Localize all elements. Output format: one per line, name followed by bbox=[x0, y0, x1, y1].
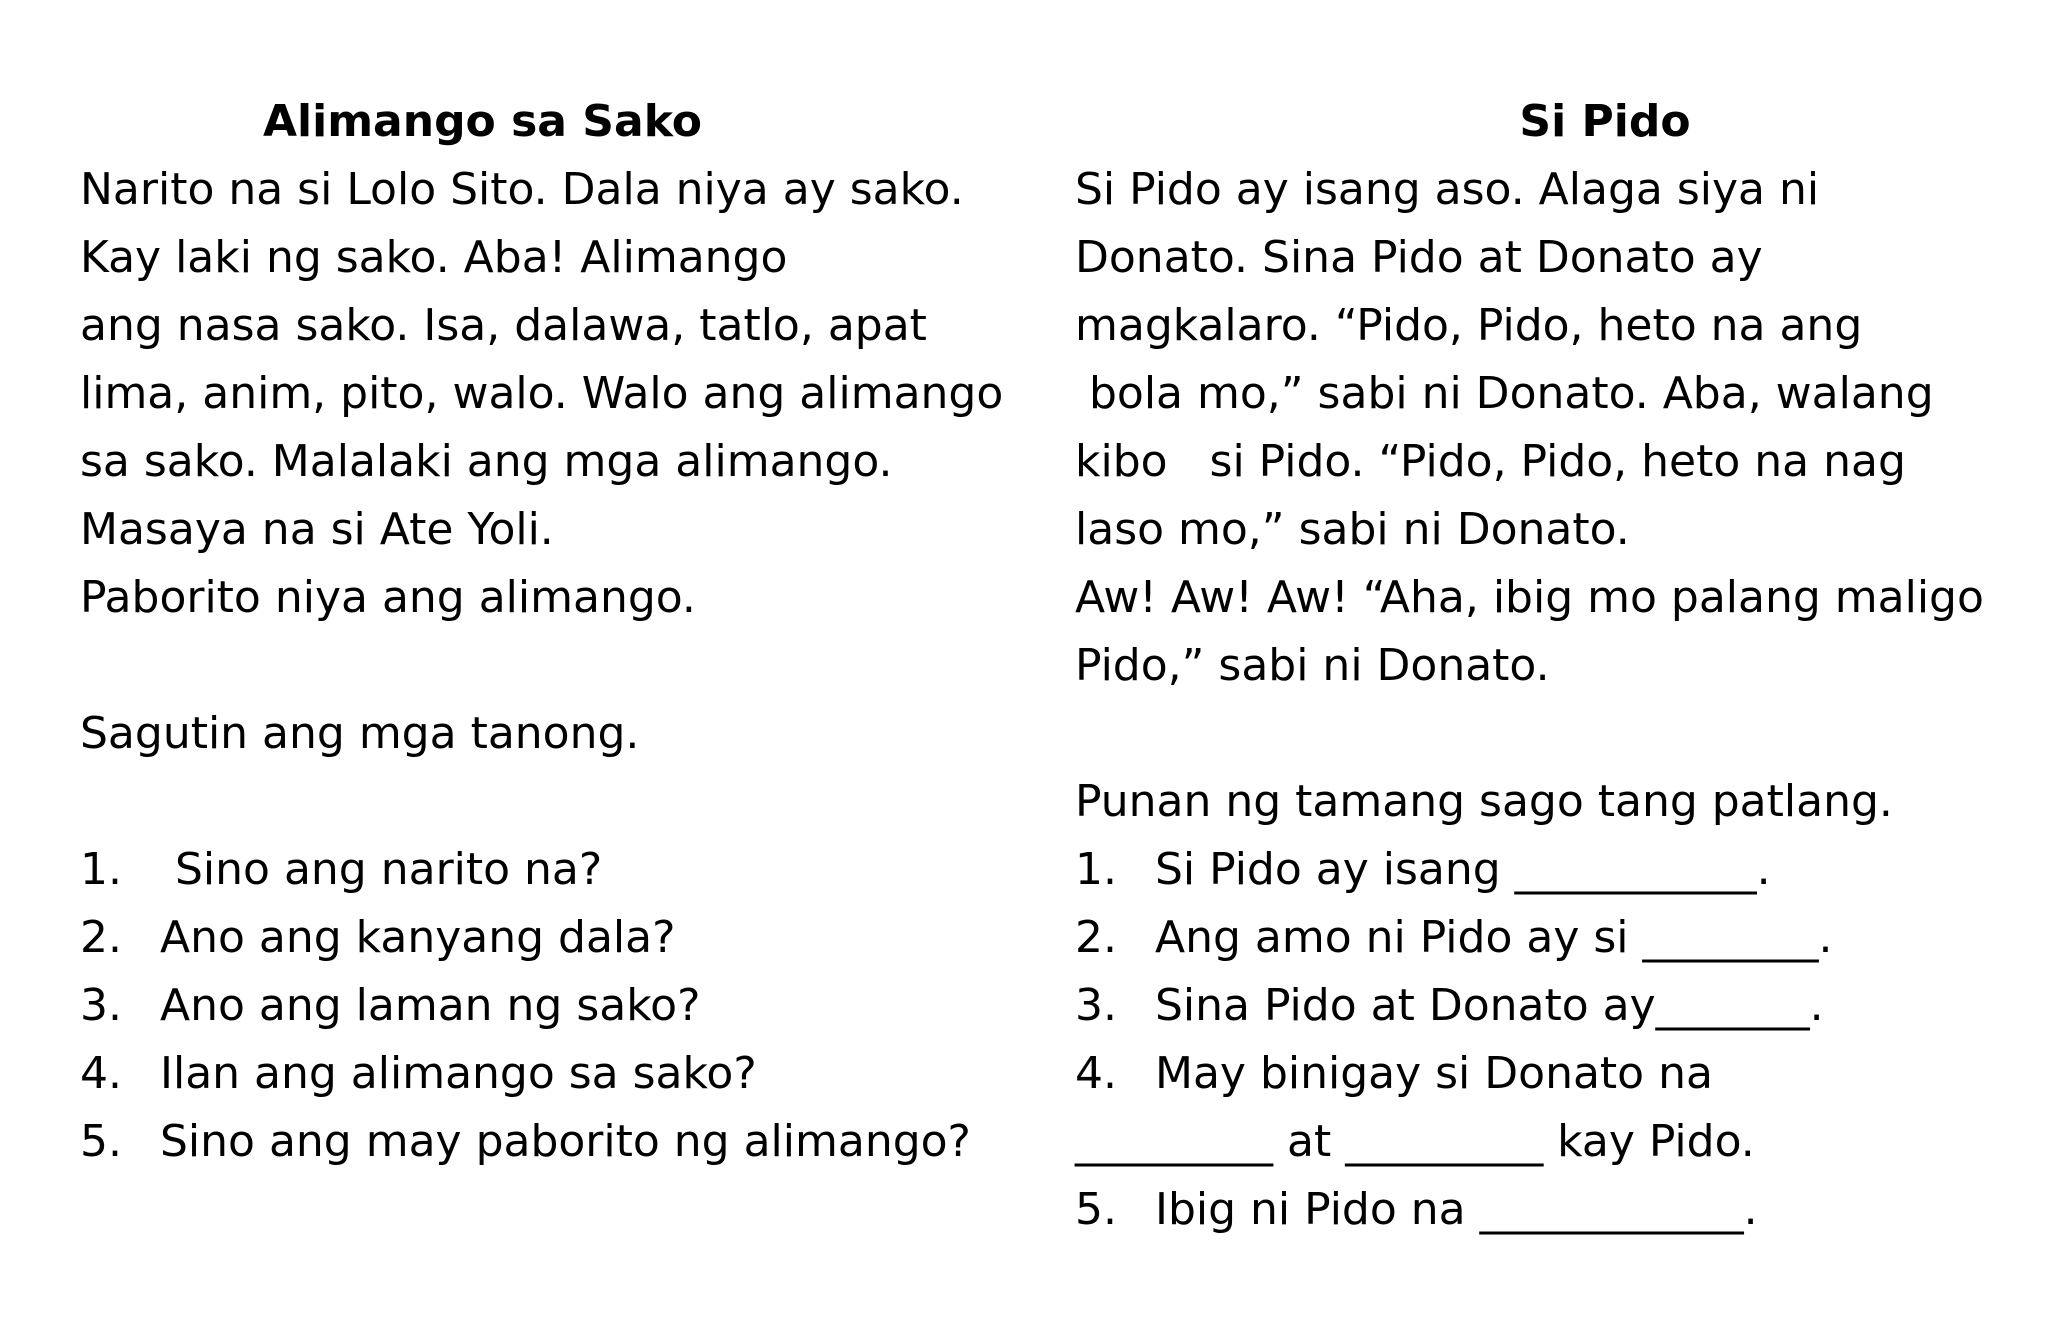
story-line: Narito na si Lolo Sito. Dala niya ay sako. bbox=[80, 164, 964, 215]
story-line: Masaya na si Ate Yoli. bbox=[80, 504, 554, 555]
question-text: May binigay si Donato na bbox=[1155, 1048, 1713, 1099]
spacer bbox=[80, 632, 1000, 700]
question-text: Ang amo ni Pido ay si ________. bbox=[1155, 912, 1833, 963]
story-line: sa sako. Malalaki ang mga alimango. bbox=[80, 436, 893, 487]
story-line: Paborito niya ang alimango. bbox=[80, 572, 696, 623]
question-item bbox=[1075, 1040, 2005, 1108]
question-number: 5. bbox=[80, 1116, 122, 1167]
question-text: Ano ang laman ng sako? bbox=[160, 980, 701, 1031]
question-number: 2. bbox=[80, 912, 122, 963]
story-line: lima, anim, pito, walo. Walo ang alimango bbox=[80, 368, 1004, 419]
question-continuation: _________ at _________ kay Pido. bbox=[1075, 1116, 1755, 1167]
question-number: 4. bbox=[1075, 1048, 1117, 1099]
question-number: 3. bbox=[80, 980, 122, 1031]
question-item bbox=[1075, 836, 2005, 904]
question-text: Si Pido ay isang ___________. bbox=[1155, 844, 1771, 895]
question-number: 1. bbox=[1075, 844, 1117, 895]
question-text: Ibig ni Pido na ____________. bbox=[1155, 1184, 1758, 1235]
story-title: Si Pido bbox=[1519, 96, 1691, 147]
question-item bbox=[80, 1108, 1000, 1176]
question-item bbox=[1075, 1176, 2005, 1244]
story-line: Aw! Aw! Aw! “Aha, ibig mo palang maligo bbox=[1075, 572, 1984, 623]
story-title: Alimango sa Sako bbox=[262, 96, 702, 147]
story-line: magkalaro. “Pido, Pido, heto na ang bbox=[1075, 300, 1863, 351]
question-text: Ilan ang alimango sa sako? bbox=[160, 1048, 757, 1099]
story-line: Si Pido ay isang aso. Alaga siya ni bbox=[1075, 164, 1820, 215]
question-text: Sino ang may paborito ng alimango? bbox=[160, 1116, 971, 1167]
story-column-pido bbox=[1075, 88, 2005, 1244]
question-item bbox=[80, 972, 1000, 1040]
question-item bbox=[80, 1040, 1000, 1108]
instruction: Punan ng tamang sago tang patlang. bbox=[1075, 776, 1893, 827]
question-item bbox=[1075, 904, 2005, 972]
question-number: 5. bbox=[1075, 1184, 1117, 1235]
question-text: Ano ang kanyang dala? bbox=[160, 912, 676, 963]
story-line: Donato. Sina Pido at Donato ay bbox=[1075, 232, 1763, 283]
question-number: 2. bbox=[1075, 912, 1117, 963]
question-text: Sino ang narito na? bbox=[175, 844, 603, 895]
story-line: kibo si Pido. “Pido, Pido, heto na nag bbox=[1075, 436, 1906, 487]
story-column-alimango bbox=[80, 88, 1004, 1176]
instruction: Sagutin ang mga tanong. bbox=[80, 708, 640, 759]
question-number: 3. bbox=[1075, 980, 1117, 1031]
story-line: ang nasa sako. Isa, dalawa, tatlo, apat bbox=[80, 300, 927, 351]
question-item bbox=[1075, 972, 2005, 1040]
story-line: Pido,” sabi ni Donato. bbox=[1075, 640, 1550, 691]
story-line: Kay laki ng sako. Aba! Alimango bbox=[80, 232, 788, 283]
question-number: 1. bbox=[80, 844, 122, 895]
story-line: laso mo,” sabi ni Donato. bbox=[1075, 504, 1630, 555]
question-number: 4. bbox=[80, 1048, 122, 1099]
question-text: Sina Pido at Donato ay_______. bbox=[1155, 980, 1824, 1031]
question-item bbox=[80, 836, 1000, 904]
spacer bbox=[80, 768, 1000, 836]
question-item bbox=[80, 904, 1000, 972]
spacer bbox=[1075, 700, 2005, 768]
story-line: bola mo,” sabi ni Donato. Aba, walang bbox=[1075, 368, 1934, 419]
